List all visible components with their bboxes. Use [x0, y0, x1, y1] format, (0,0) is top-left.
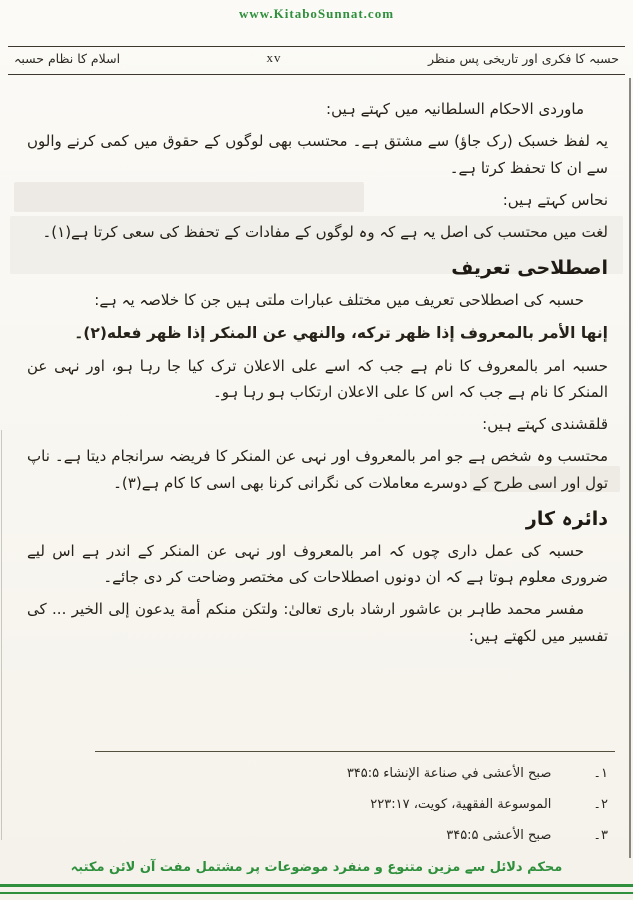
footnote-3: [27, 826, 608, 846]
header-rule-bottom: [8, 74, 625, 75]
arabic-definition-quote: إنها الأمر بالمعروف إذا ظهر تركه، والنهي عن المنكر إذا ظهر فعله(۲)۔: [74, 323, 608, 342]
footer-line-thin: [0, 892, 633, 894]
footnote-number: ۲۔: [593, 797, 608, 813]
footnote-divider: [95, 751, 615, 752]
paragraph-definition-translation: حسبہ امر بالمعروف کا نام ہے جب کہ اسے علی الاعلان ترک کیا جا رہا ہو، اور نہی عن المنکر کا نام ہے جب کہ اس کا علی الاعلان ارتکاب ہو رہا ہو۔: [27, 356, 608, 401]
footnote-text: صبح الأعشى ۳۴۵:۵: [446, 828, 552, 844]
paragraph-nahhas-quote: لغت میں محتسب کی اصل یہ ہے کہ وہ لوگوں کے مفادات کے تحفظ کی سعی کرتا ہے(۱)۔: [42, 223, 608, 241]
paragraph-qalqashandi-quote: محتسب وہ شخص ہے جو امر بالمعروف اور نہی عن المنکر کا فریضہ سرانجام دیتا ہے۔ ناپ تول اور اسی طرح کے دوسرے معاملات کی نگرانی کرنا بھی اسی کا کام ہے(۳)۔: [27, 447, 608, 492]
footer-tagline: محکم دلائل سے مزین متنوع و منفرد موضوعات پر مشتمل مفت آن لائن مکتبہ: [70, 860, 563, 875]
footnote-text: الموسوعة الفقهية، كويت، ۲۲۳:۱۷: [370, 797, 552, 813]
header-rule-top: [8, 46, 625, 47]
footnotes: [27, 764, 608, 857]
paragraph-nahhas-intro: نحاس کہتے ہیں:: [502, 190, 608, 209]
footer-line-thick: [0, 884, 633, 887]
website-watermark: www.KitaboSunnat.com: [238, 6, 395, 21]
page-number: xv: [266, 50, 282, 65]
footnote-1: [27, 764, 608, 784]
paragraph-ibn-ashur-intro: مفسر محمد طاہر بن عاشور ارشاد باری تعالیٰ: ولتكن منكم أمة يدعون إلى الخير ... کی تفسیر میں لکھتے ہیں:: [27, 600, 608, 645]
header-book-title: اسلام کا نظام حسبہ: [14, 50, 121, 66]
paragraph-scope-intro: حسبہ کی عمل داری چوں کہ امر بالمعروف اور نہی عن المنکر کے اندر ہے اس لیے ضروری معلوم ہوتا ہے کہ ان دونوں اصطلاحات کی مختصر وضاحت کر دی جائے۔: [27, 541, 608, 587]
header-chapter-title: حسبہ کا فکری اور تاریخی پس منظر: [427, 50, 619, 66]
section-heading-daira-kar: دائرہ کار: [525, 507, 608, 530]
paragraph-mawardi-quote: یہ لفظ خسبک (رک جاؤ) سے مشتق ہے۔ محتسب بھی لوگوں کے حقوق میں کمی کرنے والوں سے ان کا تحفظ کرتا ہے۔: [27, 132, 608, 177]
section-heading-istilahi-tarif: اصطلاحی تعریف: [451, 257, 608, 280]
paragraph-mawardi-intro: ماوردی الاحکام السلطانیہ میں کہتے ہیں:: [326, 100, 584, 118]
footnote-2: [27, 795, 608, 815]
footnote-text: صبح الأعشى في صناعة الإنشاء ۳۴۵:۵: [346, 766, 552, 781]
footnote-number: ۳۔: [593, 828, 608, 844]
footnote-number: ۱۔: [593, 766, 608, 781]
paragraph-qalqashandi-intro: قلقشندی کہتے ہیں:: [482, 415, 608, 434]
paragraph-definition-intro: حسبہ کی اصطلاحی تعریف میں مختلف عبارات ملتی ہیں جن کا خلاصہ یہ ہے:: [94, 291, 584, 310]
scan-edge-right: [629, 78, 631, 858]
body-text: [27, 96, 608, 655]
scan-edge-left: [1, 430, 2, 840]
page-header: [14, 50, 619, 66]
